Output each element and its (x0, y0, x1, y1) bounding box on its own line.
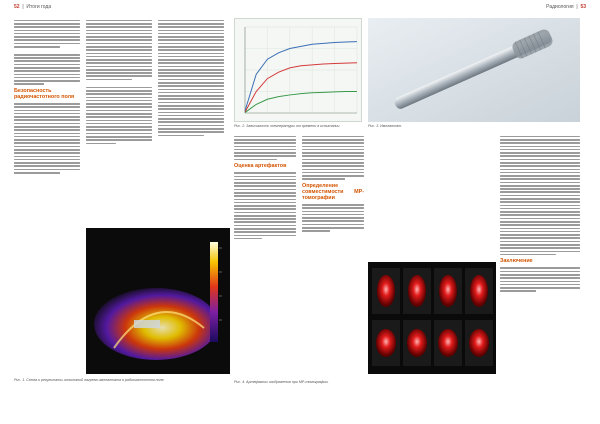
section-heading-mri: Определение совместимости МР-томографии (302, 182, 364, 201)
paragraph (158, 20, 224, 136)
figure-4-mri (368, 262, 496, 374)
header-right: Радиология | 53 (546, 4, 586, 10)
paragraph (234, 136, 296, 161)
implant-shape (134, 320, 160, 328)
section-heading-rf: Безопасность радиочастотного поля (14, 88, 75, 101)
right-page-number: 53 (580, 4, 586, 10)
paragraph (302, 204, 364, 232)
paragraph (500, 267, 580, 292)
figure-1-thermal (86, 228, 230, 374)
temperature-scale-bar (210, 242, 218, 342)
paragraph (14, 103, 80, 174)
left-page-number: 52 (14, 4, 20, 10)
series-line-series-3 (245, 92, 357, 113)
right-running-title: Радиология (546, 4, 574, 10)
implant-photo (368, 18, 580, 122)
temperature-chart (235, 19, 362, 122)
series-line-series-1 (245, 42, 357, 111)
header-left: 52 | Итоги года (14, 4, 52, 10)
section-heading-conclusion: Заключение (500, 258, 533, 265)
section-heading-artifacts: Оценка артефактов (234, 163, 287, 170)
figure-2-caption: Рис. 2. Зависимость температуры от времени в испытании. (234, 124, 341, 128)
paragraph (14, 54, 80, 85)
mri-artifact-images (368, 262, 496, 374)
left-running-title: Итоги года (26, 4, 52, 10)
paragraph (302, 136, 364, 180)
figure-1-caption: Рис. 1. Схема и результаты испытаний нагрева имплантата в радиочастотном поле. (14, 378, 165, 382)
figure-3-caption: Рис. 3. Имплантат. (368, 124, 403, 128)
thermal-image (86, 228, 230, 374)
column-1 (14, 18, 80, 175)
figure-4-caption: Рис. 4. Артефакты изображения при МР-томографии. (234, 380, 329, 384)
column-2 (86, 18, 152, 146)
paragraph (86, 87, 152, 144)
figure-3-implant (368, 18, 580, 122)
paragraph (500, 136, 580, 256)
paragraph (14, 20, 80, 48)
column-4 (234, 134, 296, 241)
chart-grid (245, 27, 357, 113)
paragraph (234, 172, 296, 239)
column-3 (158, 18, 224, 138)
paragraph (86, 20, 152, 81)
figure-2-graph (234, 18, 362, 122)
chart-series (245, 42, 357, 113)
page-header (0, 0, 600, 14)
column-6 (500, 134, 580, 294)
column-5 (302, 134, 364, 233)
